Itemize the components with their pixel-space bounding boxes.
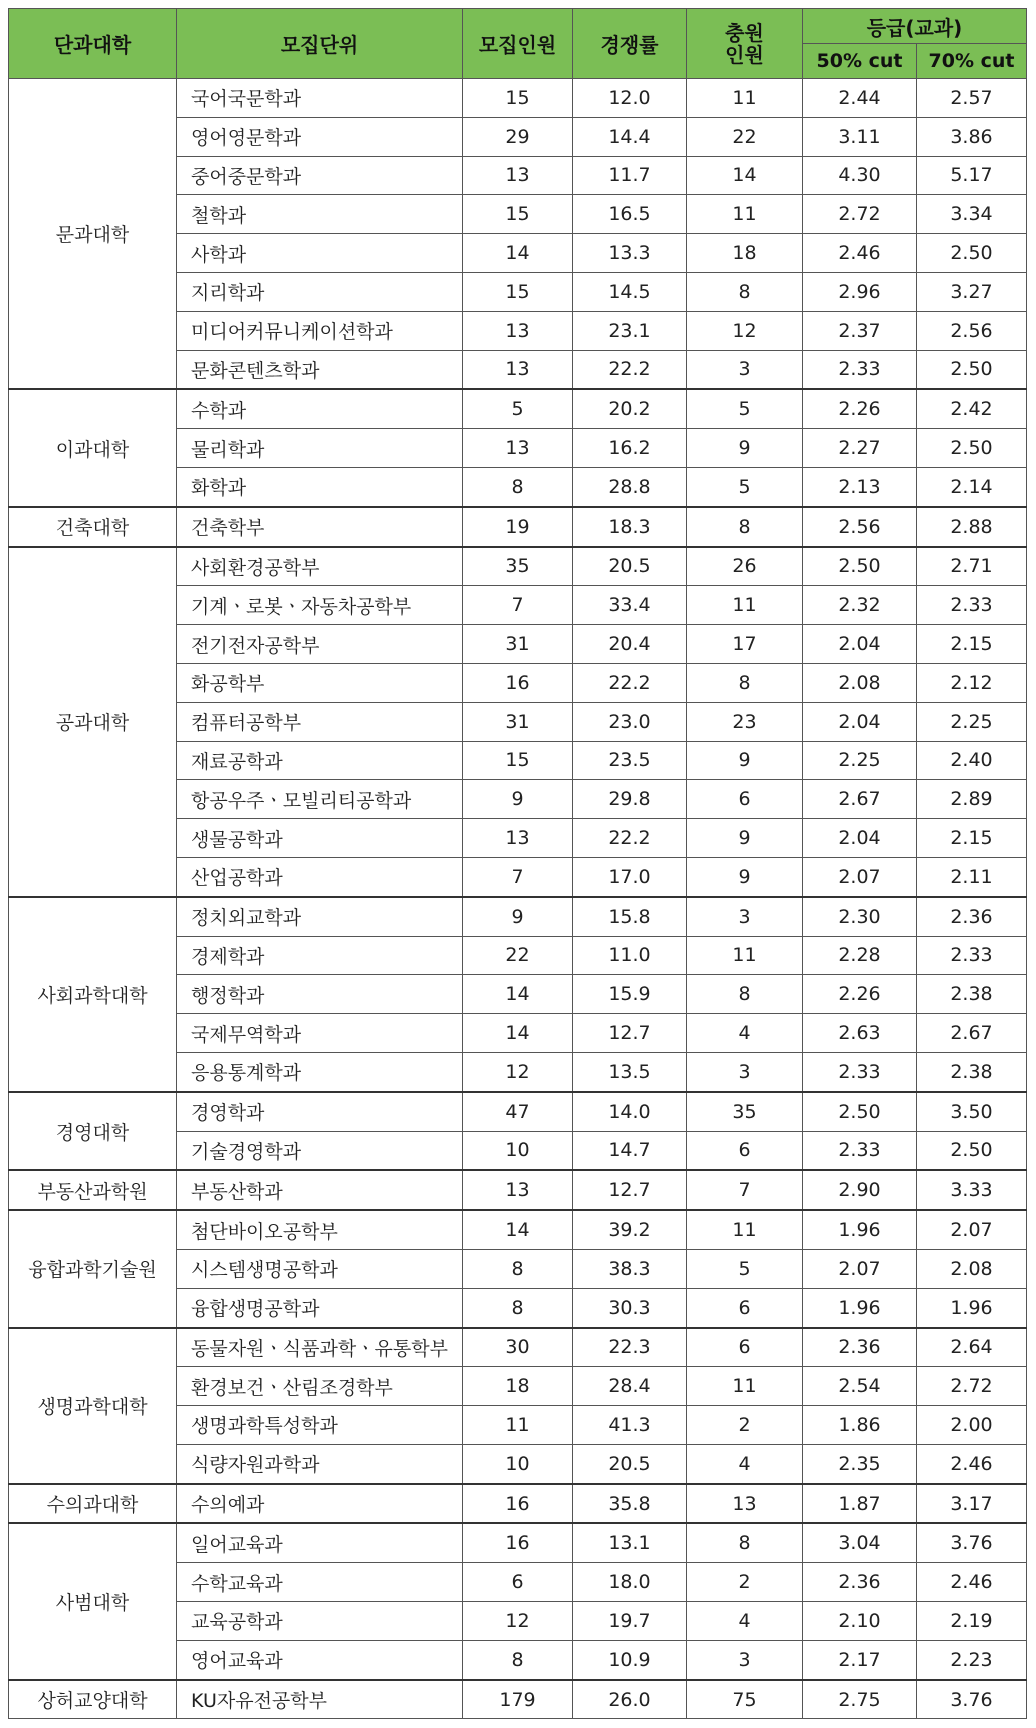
competition-cell: 22.3 <box>573 1328 687 1367</box>
competition-cell: 41.3 <box>573 1406 687 1445</box>
cut50-cell: 2.08 <box>803 663 917 702</box>
department-cell: 중어중문학과 <box>177 156 463 195</box>
cut50-cell: 2.50 <box>803 1092 917 1131</box>
cut50-cell: 2.04 <box>803 702 917 741</box>
additional-cell: 14 <box>687 156 803 195</box>
competition-cell: 14.7 <box>573 1131 687 1170</box>
quota-cell: 31 <box>463 625 573 664</box>
additional-cell: 18 <box>687 234 803 273</box>
college-cell: 융합과학기술원 <box>9 1210 177 1327</box>
additional-cell: 2 <box>687 1406 803 1445</box>
college-cell: 상허교양대학 <box>9 1680 177 1719</box>
additional-cell: 7 <box>687 1170 803 1210</box>
table-row <box>9 1328 1027 1367</box>
additional-cell: 11 <box>687 1367 803 1406</box>
cut70-cell: 2.15 <box>917 819 1027 858</box>
competition-cell: 26.0 <box>573 1680 687 1719</box>
college-cell: 부동산과학원 <box>9 1170 177 1210</box>
cut50-cell: 2.46 <box>803 234 917 273</box>
additional-cell: 11 <box>687 586 803 625</box>
department-cell: 정치외교학과 <box>177 897 463 936</box>
additional-cell: 6 <box>687 1328 803 1367</box>
cut50-cell: 2.27 <box>803 429 917 468</box>
competition-cell: 23.0 <box>573 702 687 741</box>
table-row <box>9 1210 1027 1249</box>
table-row <box>9 1680 1027 1719</box>
department-cell: 재료공학과 <box>177 741 463 780</box>
competition-cell: 16.2 <box>573 429 687 468</box>
quota-cell: 7 <box>463 586 573 625</box>
quota-cell: 19 <box>463 507 573 547</box>
header-cut50: 50% cut <box>803 44 917 79</box>
competition-cell: 18.3 <box>573 507 687 547</box>
cut50-cell: 2.33 <box>803 1131 917 1170</box>
additional-cell: 5 <box>687 467 803 506</box>
additional-cell: 11 <box>687 936 803 975</box>
department-cell: KU자유전공학부 <box>177 1680 463 1719</box>
cut70-cell: 2.23 <box>917 1640 1027 1679</box>
table-row <box>9 897 1027 936</box>
quota-cell: 13 <box>463 156 573 195</box>
cut50-cell: 2.37 <box>803 311 917 350</box>
table-row <box>9 1484 1027 1524</box>
department-cell: 사학과 <box>177 234 463 273</box>
quota-cell: 16 <box>463 1484 573 1524</box>
competition-cell: 11.0 <box>573 936 687 975</box>
cut50-cell: 1.87 <box>803 1484 917 1524</box>
competition-cell: 20.2 <box>573 389 687 428</box>
department-cell: 국어국문학과 <box>177 79 463 118</box>
competition-cell: 22.2 <box>573 663 687 702</box>
cut70-cell: 2.15 <box>917 625 1027 664</box>
cut70-cell: 2.57 <box>917 79 1027 118</box>
department-cell: 건축학부 <box>177 507 463 547</box>
cut50-cell: 2.67 <box>803 780 917 819</box>
department-cell: 식량자원과학과 <box>177 1444 463 1483</box>
cut70-cell: 2.19 <box>917 1602 1027 1641</box>
quota-cell: 35 <box>463 547 573 586</box>
quota-cell: 30 <box>463 1328 573 1367</box>
cut70-cell: 3.86 <box>917 117 1027 156</box>
additional-cell: 9 <box>687 741 803 780</box>
department-cell: 수의예과 <box>177 1484 463 1524</box>
cut70-cell: 2.08 <box>917 1249 1027 1288</box>
quota-cell: 15 <box>463 741 573 780</box>
cut70-cell: 2.33 <box>917 586 1027 625</box>
additional-cell: 8 <box>687 663 803 702</box>
department-cell: 산업공학과 <box>177 857 463 896</box>
quota-cell: 7 <box>463 857 573 896</box>
quota-cell: 47 <box>463 1092 573 1131</box>
cut70-cell: 3.27 <box>917 272 1027 311</box>
competition-cell: 29.8 <box>573 780 687 819</box>
additional-cell: 23 <box>687 702 803 741</box>
competition-cell: 33.4 <box>573 586 687 625</box>
college-cell: 경영대학 <box>9 1092 177 1171</box>
college-cell: 건축대학 <box>9 507 177 547</box>
department-cell: 영어영문학과 <box>177 117 463 156</box>
cut50-cell: 2.13 <box>803 467 917 506</box>
header-additional-label: 충원 인원 <box>725 20 764 67</box>
cut50-cell: 4.30 <box>803 156 917 195</box>
cut70-cell: 3.76 <box>917 1680 1027 1719</box>
department-cell: 응용통계학과 <box>177 1052 463 1091</box>
competition-cell: 20.4 <box>573 625 687 664</box>
department-cell: 화공학부 <box>177 663 463 702</box>
cut50-cell: 2.56 <box>803 507 917 547</box>
cut70-cell: 2.40 <box>917 741 1027 780</box>
additional-cell: 6 <box>687 780 803 819</box>
department-cell: 부동산학과 <box>177 1170 463 1210</box>
additional-cell: 11 <box>687 195 803 234</box>
department-cell: 기술경영학과 <box>177 1131 463 1170</box>
cut70-cell: 3.33 <box>917 1170 1027 1210</box>
additional-cell: 8 <box>687 975 803 1014</box>
department-cell: 항공우주ㆍ모빌리티공학과 <box>177 780 463 819</box>
cut70-cell: 2.33 <box>917 936 1027 975</box>
table-row <box>9 1170 1027 1210</box>
department-cell: 컴퓨터공학부 <box>177 702 463 741</box>
competition-cell: 13.5 <box>573 1052 687 1091</box>
additional-cell: 8 <box>687 1523 803 1562</box>
quota-cell: 22 <box>463 936 573 975</box>
table-body <box>9 79 1027 1719</box>
competition-cell: 11.7 <box>573 156 687 195</box>
quota-cell: 10 <box>463 1444 573 1483</box>
competition-cell: 30.3 <box>573 1288 687 1327</box>
quota-cell: 15 <box>463 195 573 234</box>
college-cell: 공과대학 <box>9 547 177 897</box>
competition-cell: 22.2 <box>573 350 687 389</box>
competition-cell: 23.5 <box>573 741 687 780</box>
quota-cell: 16 <box>463 1523 573 1562</box>
additional-cell: 4 <box>687 1014 803 1053</box>
quota-cell: 13 <box>463 429 573 468</box>
additional-cell: 9 <box>687 857 803 896</box>
cut50-cell: 2.26 <box>803 975 917 1014</box>
header-quota: 모집인원 <box>463 9 573 79</box>
department-cell: 경제학과 <box>177 936 463 975</box>
quota-cell: 12 <box>463 1602 573 1641</box>
additional-cell: 8 <box>687 272 803 311</box>
table-row <box>9 507 1027 547</box>
competition-cell: 28.4 <box>573 1367 687 1406</box>
college-cell: 문과대학 <box>9 79 177 390</box>
department-cell: 일어교육과 <box>177 1523 463 1562</box>
table-row <box>9 1092 1027 1131</box>
competition-cell: 16.5 <box>573 195 687 234</box>
cut50-cell: 2.28 <box>803 936 917 975</box>
additional-cell: 5 <box>687 389 803 428</box>
cut50-cell: 2.44 <box>803 79 917 118</box>
college-cell: 사범대학 <box>9 1523 177 1679</box>
quota-cell: 12 <box>463 1052 573 1091</box>
cut50-cell: 3.11 <box>803 117 917 156</box>
cut70-cell: 2.71 <box>917 547 1027 586</box>
header-grade-group: 등급(교과) <box>803 9 1027 44</box>
quota-cell: 5 <box>463 389 573 428</box>
quota-cell: 31 <box>463 702 573 741</box>
cut50-cell: 2.04 <box>803 819 917 858</box>
department-cell: 물리학과 <box>177 429 463 468</box>
cut50-cell: 2.35 <box>803 1444 917 1483</box>
table-header <box>9 9 1027 79</box>
additional-cell: 11 <box>687 79 803 118</box>
cut70-cell: 3.17 <box>917 1484 1027 1524</box>
additional-cell: 2 <box>687 1563 803 1602</box>
cut70-cell: 2.11 <box>917 857 1027 896</box>
department-cell: 융합생명공학과 <box>177 1288 463 1327</box>
department-cell: 교육공학과 <box>177 1602 463 1641</box>
quota-cell: 18 <box>463 1367 573 1406</box>
quota-cell: 14 <box>463 1210 573 1249</box>
competition-cell: 14.4 <box>573 117 687 156</box>
department-cell: 문화콘텐츠학과 <box>177 350 463 389</box>
cut50-cell: 1.96 <box>803 1210 917 1249</box>
department-cell: 생물공학과 <box>177 819 463 858</box>
cut70-cell: 2.72 <box>917 1367 1027 1406</box>
department-cell: 행정학과 <box>177 975 463 1014</box>
cut50-cell: 3.04 <box>803 1523 917 1562</box>
additional-cell: 3 <box>687 1052 803 1091</box>
quota-cell: 14 <box>463 234 573 273</box>
cut50-cell: 2.10 <box>803 1602 917 1641</box>
cut50-cell: 2.36 <box>803 1563 917 1602</box>
competition-cell: 38.3 <box>573 1249 687 1288</box>
additional-cell: 11 <box>687 1210 803 1249</box>
competition-cell: 35.8 <box>573 1484 687 1524</box>
additional-cell: 3 <box>687 897 803 936</box>
cut50-cell: 2.04 <box>803 625 917 664</box>
competition-cell: 12.7 <box>573 1170 687 1210</box>
quota-cell: 11 <box>463 1406 573 1445</box>
additional-cell: 26 <box>687 547 803 586</box>
cut70-cell: 2.42 <box>917 389 1027 428</box>
additional-cell: 6 <box>687 1131 803 1170</box>
additional-cell: 13 <box>687 1484 803 1524</box>
cut70-cell: 3.76 <box>917 1523 1027 1562</box>
additional-cell: 17 <box>687 625 803 664</box>
cut50-cell: 2.36 <box>803 1328 917 1367</box>
department-cell: 첨단바이오공학부 <box>177 1210 463 1249</box>
additional-cell: 35 <box>687 1092 803 1131</box>
cut70-cell: 2.88 <box>917 507 1027 547</box>
additional-cell: 8 <box>687 507 803 547</box>
department-cell: 동물자원ㆍ식품과학ㆍ유통학부 <box>177 1328 463 1367</box>
header-department: 모집단위 <box>177 9 463 79</box>
cut50-cell: 2.90 <box>803 1170 917 1210</box>
quota-cell: 10 <box>463 1131 573 1170</box>
department-cell: 사회환경공학부 <box>177 547 463 586</box>
cut70-cell: 2.89 <box>917 780 1027 819</box>
cut50-cell: 2.25 <box>803 741 917 780</box>
header-college: 단과대학 <box>9 9 177 79</box>
header-additional <box>687 9 803 79</box>
cut50-cell: 1.96 <box>803 1288 917 1327</box>
quota-cell: 14 <box>463 1014 573 1053</box>
cut70-cell: 1.96 <box>917 1288 1027 1327</box>
additional-cell: 75 <box>687 1680 803 1719</box>
quota-cell: 13 <box>463 819 573 858</box>
cut70-cell: 5.17 <box>917 156 1027 195</box>
department-cell: 기계ㆍ로봇ㆍ자동차공학부 <box>177 586 463 625</box>
quota-cell: 13 <box>463 1170 573 1210</box>
department-cell: 시스템생명공학과 <box>177 1249 463 1288</box>
quota-cell: 16 <box>463 663 573 702</box>
department-cell: 영어교육과 <box>177 1640 463 1679</box>
cut70-cell: 2.07 <box>917 1210 1027 1249</box>
cut70-cell: 2.12 <box>917 663 1027 702</box>
cut70-cell: 2.50 <box>917 234 1027 273</box>
cut50-cell: 2.07 <box>803 1249 917 1288</box>
quota-cell: 13 <box>463 350 573 389</box>
cut70-cell: 2.50 <box>917 1131 1027 1170</box>
additional-cell: 5 <box>687 1249 803 1288</box>
quota-cell: 8 <box>463 467 573 506</box>
college-cell: 생명과학대학 <box>9 1328 177 1484</box>
competition-cell: 10.9 <box>573 1640 687 1679</box>
table-row <box>9 547 1027 586</box>
table-row <box>9 389 1027 428</box>
quota-cell: 9 <box>463 780 573 819</box>
additional-cell: 3 <box>687 1640 803 1679</box>
additional-cell: 22 <box>687 117 803 156</box>
table-row <box>9 1523 1027 1562</box>
quota-cell: 15 <box>463 79 573 118</box>
cut70-cell: 2.00 <box>917 1406 1027 1445</box>
college-cell: 수의과대학 <box>9 1484 177 1524</box>
competition-cell: 14.5 <box>573 272 687 311</box>
cut70-cell: 3.50 <box>917 1092 1027 1131</box>
cut70-cell: 2.38 <box>917 975 1027 1014</box>
cut50-cell: 2.17 <box>803 1640 917 1679</box>
competition-cell: 15.9 <box>573 975 687 1014</box>
competition-cell: 22.2 <box>573 819 687 858</box>
competition-cell: 39.2 <box>573 1210 687 1249</box>
competition-cell: 19.7 <box>573 1602 687 1641</box>
cut70-cell: 2.38 <box>917 1052 1027 1091</box>
competition-cell: 23.1 <box>573 311 687 350</box>
additional-cell: 12 <box>687 311 803 350</box>
department-cell: 경영학과 <box>177 1092 463 1131</box>
department-cell: 미디어커뮤니케이션학과 <box>177 311 463 350</box>
table-row <box>9 79 1027 118</box>
competition-cell: 28.8 <box>573 467 687 506</box>
competition-cell: 18.0 <box>573 1563 687 1602</box>
competition-cell: 14.0 <box>573 1092 687 1131</box>
quota-cell: 9 <box>463 897 573 936</box>
quota-cell: 15 <box>463 272 573 311</box>
quota-cell: 8 <box>463 1288 573 1327</box>
additional-cell: 3 <box>687 350 803 389</box>
cut70-cell: 2.25 <box>917 702 1027 741</box>
quota-cell: 13 <box>463 311 573 350</box>
quota-cell: 179 <box>463 1680 573 1719</box>
competition-cell: 12.7 <box>573 1014 687 1053</box>
cut50-cell: 2.30 <box>803 897 917 936</box>
admissions-table <box>8 8 1027 1719</box>
quota-cell: 8 <box>463 1249 573 1288</box>
competition-cell: 13.3 <box>573 234 687 273</box>
cut70-cell: 2.36 <box>917 897 1027 936</box>
additional-cell: 6 <box>687 1288 803 1327</box>
cut50-cell: 2.33 <box>803 350 917 389</box>
cut50-cell: 2.63 <box>803 1014 917 1053</box>
department-cell: 화학과 <box>177 467 463 506</box>
header-competition: 경쟁률 <box>573 9 687 79</box>
competition-cell: 12.0 <box>573 79 687 118</box>
header-cut70: 70% cut <box>917 44 1027 79</box>
competition-cell: 17.0 <box>573 857 687 896</box>
additional-cell: 4 <box>687 1602 803 1641</box>
cut50-cell: 2.07 <box>803 857 917 896</box>
department-cell: 생명과학특성학과 <box>177 1406 463 1445</box>
competition-cell: 13.1 <box>573 1523 687 1562</box>
department-cell: 전기전자공학부 <box>177 625 463 664</box>
department-cell: 국제무역학과 <box>177 1014 463 1053</box>
cut70-cell: 2.50 <box>917 429 1027 468</box>
department-cell: 지리학과 <box>177 272 463 311</box>
quota-cell: 29 <box>463 117 573 156</box>
additional-cell: 9 <box>687 429 803 468</box>
additional-cell: 4 <box>687 1444 803 1483</box>
cut50-cell: 2.32 <box>803 586 917 625</box>
cut70-cell: 2.64 <box>917 1328 1027 1367</box>
cut50-cell: 2.75 <box>803 1680 917 1719</box>
department-cell: 수학교육과 <box>177 1563 463 1602</box>
competition-cell: 20.5 <box>573 1444 687 1483</box>
quota-cell: 14 <box>463 975 573 1014</box>
cut70-cell: 2.50 <box>917 350 1027 389</box>
cut50-cell: 2.54 <box>803 1367 917 1406</box>
competition-cell: 20.5 <box>573 547 687 586</box>
college-cell: 이과대학 <box>9 389 177 506</box>
cut70-cell: 2.67 <box>917 1014 1027 1053</box>
cut70-cell: 2.14 <box>917 467 1027 506</box>
department-cell: 철학과 <box>177 195 463 234</box>
college-cell: 사회과학대학 <box>9 897 177 1092</box>
quota-cell: 8 <box>463 1640 573 1679</box>
cut70-cell: 3.34 <box>917 195 1027 234</box>
cut50-cell: 2.26 <box>803 389 917 428</box>
additional-cell: 9 <box>687 819 803 858</box>
cut50-cell: 2.72 <box>803 195 917 234</box>
department-cell: 수학과 <box>177 389 463 428</box>
cut70-cell: 2.46 <box>917 1444 1027 1483</box>
cut50-cell: 2.96 <box>803 272 917 311</box>
department-cell: 환경보건ㆍ산림조경학부 <box>177 1367 463 1406</box>
quota-cell: 6 <box>463 1563 573 1602</box>
cut70-cell: 2.56 <box>917 311 1027 350</box>
cut50-cell: 2.50 <box>803 547 917 586</box>
cut50-cell: 1.86 <box>803 1406 917 1445</box>
competition-cell: 15.8 <box>573 897 687 936</box>
cut50-cell: 2.33 <box>803 1052 917 1091</box>
cut70-cell: 2.46 <box>917 1563 1027 1602</box>
